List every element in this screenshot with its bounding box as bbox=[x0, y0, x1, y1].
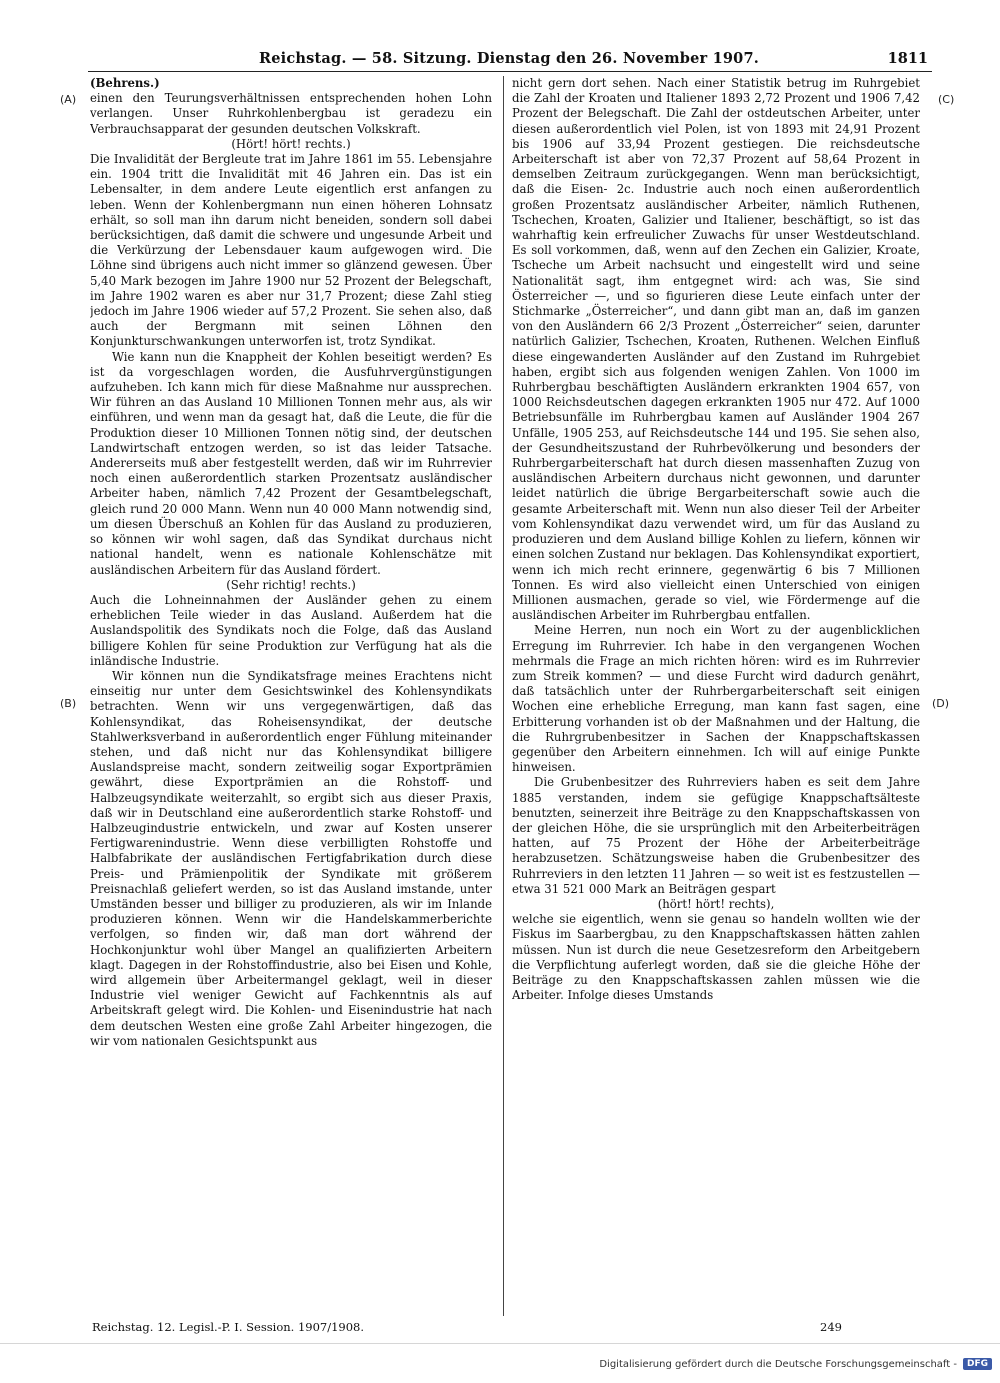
interjection: (hört! hört! rechts), bbox=[657, 896, 775, 911]
paragraph: Wie kann nun die Knappheit der Kohlen beseitigt werden? Es ist da vorgeschlagen worden, die Ausfuhrvergünstigungen aufzuheben. Ich kann mich für diese Maßnahme nur aussprechen. Wir führen an das Ausland 10 Millionen Tonnen mehr aus, als wir einführen, und wenn man da gesagt hat, daß die Leute, die für die Produktion dieser 10 Millionen Tonnen nötig sind, der deutschen Landwirtschaft entzogen werden, so ist das leider Tatsache. Andererseits muß aber festgestellt werden, daß wir im Ruhrrevier noch einen außerordentlich starken Prozentsatz ausländischer Arbeiter haben, nämlich 7,42 Prozent der Gesamtbelegschaft, gleich rund 20 000 Mann. Wenn nun 40 000 Mann notwendig sind, um diesen Überschuß an Kohlen für das Ausland zu produzieren, so können wir wohl sagen, daß das Syndikat durchaus nicht national handelt, wenn es nationale Kohlenschätze mit ausländischen Arbeitern für das Ausland fördert. bbox=[90, 349, 492, 577]
interjection: (Hört! hört! rechts.) bbox=[231, 136, 351, 151]
header-rule bbox=[88, 71, 932, 72]
digitization-note bbox=[599, 1358, 992, 1370]
margin-marker-a: (A) bbox=[60, 93, 77, 106]
margin-marker-d: (D) bbox=[932, 697, 950, 710]
paragraph: Auch die Lohneinnahmen der Ausländer gehen zu einem erheblichen Teile wieder in das Ausland. Außerdem hat die Auslandspolitik des Syndikats noch die Folge, daß das Ausland billigere Kohlen für seine Produktion zur Verfügung hat als die inländische Industrie. bbox=[90, 592, 492, 668]
paragraph: Die Invalidität der Bergleute trat im Jahre 1861 im 55. Lebensjahre ein. 1904 tritt die Invalidität mit 46 Jahren ein. Das ist ein Lebensalter, in dem andere Leute eigentlich erst anfangen zu leben. Wenn der Kohlenbergmann nun einen höheren Lohnsatz erhält, so soll man ihn darum nicht beneiden, sondern soll dabei berücksichtigen, daß damit die schwere und ungesunde Arbeit und die Verkürzung der Lebensdauer kaum aufgewogen wird. Die Löhne sind übrigens auch nicht immer so glänzend gewesen. Über 5,40 Mark bezogen im Jahre 1900 nur 52 Prozent der Belegschaft, im Jahre 1902 waren es aber nur 31,7 Prozent; diese Zahl stieg jedoch im Jahre 1906 wieder auf 57,2 Prozent. Sie sehen also, daß auch der Bergmann mit seinen Löhnen den Konjunkturschwankungen unterworfen ist, trotz Syndikat. bbox=[90, 152, 492, 349]
margin-marker-c: (C) bbox=[938, 93, 955, 106]
paragraph: Meine Herren, nun noch ein Wort zu der augenblicklichen Erregung im Ruhrrevier. Ich habe in den vergangenen Wochen mehrmals die Frage an mich richten hören: wird es im Ruhrrevier zum Streik kommen? — und diese Furcht wird dadurch genährt, daß tatsächlich unter der Ruhrbergarbeiterschaft seit einigen Wochen eine erhebliche Erregung, man kann fast sagen, eine Erbitterung vorhanden ist ob der Maßnahmen und der Haltung, die die Ruhrgrubenbesitzer in Sachen der Knappschaftskassen gegenüber den Arbeitern einnehmen. Ich will auf einige Punkte hinweisen. bbox=[512, 623, 920, 775]
digitization-text: Digitalisierung gefördert durch die Deutsche Forschungsgemeinschaft - bbox=[599, 1358, 957, 1370]
paragraph: nicht gern dort sehen. Nach einer Statistik betrug im Ruhrgebiet die Zahl der Kroaten und Italiener 1893 2,72 Prozent und 1906 7,42 Prozent der Belegschaft. Die Zahl der ostdeutschen Arbeiter, unter diesen außerordentlich viel Polen, ist von 1893 mit 24,91 Prozent bis 1906 auf 33,94 Prozent gestiegen. Die reichsdeutsche Arbeiterschaft ist aber von 72,37 Prozent auf 58,64 Prozent in demselben Zeitraum zurückgegangen. Wenn man berücksichtigt, daß die Eisen- 2c. Industrie auch noch einen außerordentlich großen Prozentsatz ausländischer Arbeiter, nämlich Ruthenen, Tschechen, Kroaten, Galizier und Italiener, beschäftigt, so ist das wahrhaftig kein erfreulicher Zuwachs für unser Westdeutschland. Es soll vorkommen, daß, wenn auf den Zechen ein Galizier, Kroate, Tscheche um Arbeit nachsucht und eingestellt wird und seine Nationalität sagt, ihm entgegnet wird: ach was, Sie sind Österreicher —, und so figurieren diese Leute einfach unter der Stichmarke „Österreicher“, und dann gibt man an, daß im ganzen von den Ausländern 66 2/3 Prozent „Österreicher“ seien, darunter natürlich Galizier, Tschechen, Kroaten, Ruthenen. Welchen Einfluß diese eingewanderten Ausländer auf den Zustand im Ruhrgebiet haben, ergibt sich aus folgenden wenigen Zahlen. Von 1000 im Ruhrbergbau beschäftigten Ausländern erkrankten 1904 657, von 1000 Reichsdeutschen dagegen erkrankten 1905 nur 472. Auf 1000 Betriebsunfälle im Ruhrbergbau kamen auf Ausländer 1904 267 Unfälle, 1905 253, auf Reichsdeutsche 144 und 195. Sie sehen also, der Gesundheitszustand der Ruhrbevölkerung und besonders der Ruhrbergarbeiterschaft hat durch diesen massenhaften Zuzug von ausländischen Arbeitern durchaus nicht gewonnen, und darunter leidet natürlich die übrige Bergarbeiterschaft sowie auch die gesamte Arbeiterschaft mit. Wenn nun also dieser Teil der Arbeiter vom Kohlensyndikat dazu verwendet wird, um für das Ausland zu produzieren und dem Ausland billige Kohlen zu liefern, können wir einen solchen Zustand nur beklagen. Das Kohlensyndikat exportiert, wenn ich mich recht erinnere, gegenwärtig 6 bis 7 Millionen Tonnen. Es wird also vielleicht einen Unterschied von einigen Millionen ausmachen, gerade so viel, wie Fördermenge auf die ausländischen Arbeiter im Ruhrbergbau entfallen. bbox=[512, 76, 920, 623]
speaker-label: (Behrens.) bbox=[90, 76, 160, 90]
right-column bbox=[512, 76, 920, 1316]
dfg-logo-icon: DFG bbox=[963, 1358, 992, 1370]
footer-session: Reichstag. 12. Legisl.-P. I. Session. 1907/1908. bbox=[92, 1320, 365, 1334]
header-title: Reichstag. — 58. Sitzung. Dienstag den 26. November 1907. bbox=[259, 50, 759, 67]
margin-marker-b: (B) bbox=[60, 697, 77, 710]
bottom-divider bbox=[0, 1343, 1000, 1344]
page-number: 1811 bbox=[887, 50, 928, 67]
footer-sheet-number: 249 bbox=[820, 1320, 842, 1334]
paragraph: einen den Teurungsverhältnissen entsprechenden hohen Lohn verlangen. Unser Ruhrkohlenbergbau ist geradezu ein Verbrauchsapparat der gesunden deutschen Volkskraft. bbox=[90, 91, 492, 136]
paragraph: welche sie eigentlich, wenn sie genau so handeln wollten wie der Fiskus im Saarbergbau, zu den Knappschaftskassen hätten zahlen müssen. Nun ist durch die neue Gesetzesreform den Arbeitgebern die Verpflichtung auferlegt worden, daß sie die gleiche Höhe der Beiträge zu den Knappschaftskassen zahlen müssen wie die Arbeiter. Infolge dieses Umstands bbox=[512, 912, 920, 1003]
left-column bbox=[90, 76, 492, 1316]
column-divider bbox=[503, 76, 504, 1316]
running-header bbox=[88, 50, 930, 72]
paragraph: Die Grubenbesitzer des Ruhrreviers haben es seit dem Jahre 1885 verstanden, indem sie gefügige Knappschaftsälteste benutzten, seinerzeit ihre Beiträge zu den Knappschaftskassen von der gleichen Höhe, die sie ursprünglich mit den Arbeiterbeiträgen hatten, auf 75 Prozent der Höhe der Arbeiterbeiträge herabzusetzen. Schätzungsweise haben die Grubenbesitzer des Ruhrreviers in den letzten 11 Jahren — so weit ist es festzustellen — etwa 31 521 000 Mark an Beiträgen gespart bbox=[512, 775, 920, 896]
paragraph: Wir können nun die Syndikatsfrage meines Erachtens nicht einseitig nur unter dem Gesichtswinkel des Kohlensyndikats betrachten. Wenn wir uns vergegenwärtigen, daß das Kohlensyndikat, das Roheisensyndikat, der deutsche Stahlwerksverband in außerordentlich enger Fühlung miteinander stehen, und daß nicht nur das Kohlensyndikat billigere Auslandspreise macht, sondern zeitweilig sogar Exportprämien gewährt, diese Exportprämien an die Rohstoff- und Halbzeugsyndikate weiterzahlt, so ergibt sich aus dieser Praxis, daß wir in Deutschland eine außerordentlich starke Rohstoff- und Halbzeugindustrie entwickeln, und zwar auf Kosten unserer Fertigwarenindustrie. Wenn diese verbilligten Rohstoffe und Halbfabrikate der ausländischen Fertigfabrikation durch diese Preis- und Prämienpolitik der Syndikate mit größerem Preisnachlaß geliefert werden, so ist das Ausland imstande, unter Umständen besser und billiger zu produzieren, als wir im Inlande produzieren können. Wenn wir die Handelskammerberichte verfolgen, so finden wir, daß man dort während der Hochkonjunktur wohl über Mangel an qualifizierten Arbeitern klagt. Dagegen in der Rohstoffindustrie, also bei Eisen und Kohle, wird allgemein über Arbeitermangel geklagt, weil in dieser Industrie viel weniger Gewicht auf Fachkenntnis als auf Arbeitskraft gelegt wird. Die Kohlen- und Eisenindustrie hat nach dem deutschen Westen eine große Zahl Arbeiter hingezogen, die wir vom nationalen Gesichtspunkt aus bbox=[90, 668, 492, 1048]
interjection: (Sehr richtig! rechts.) bbox=[226, 577, 356, 592]
